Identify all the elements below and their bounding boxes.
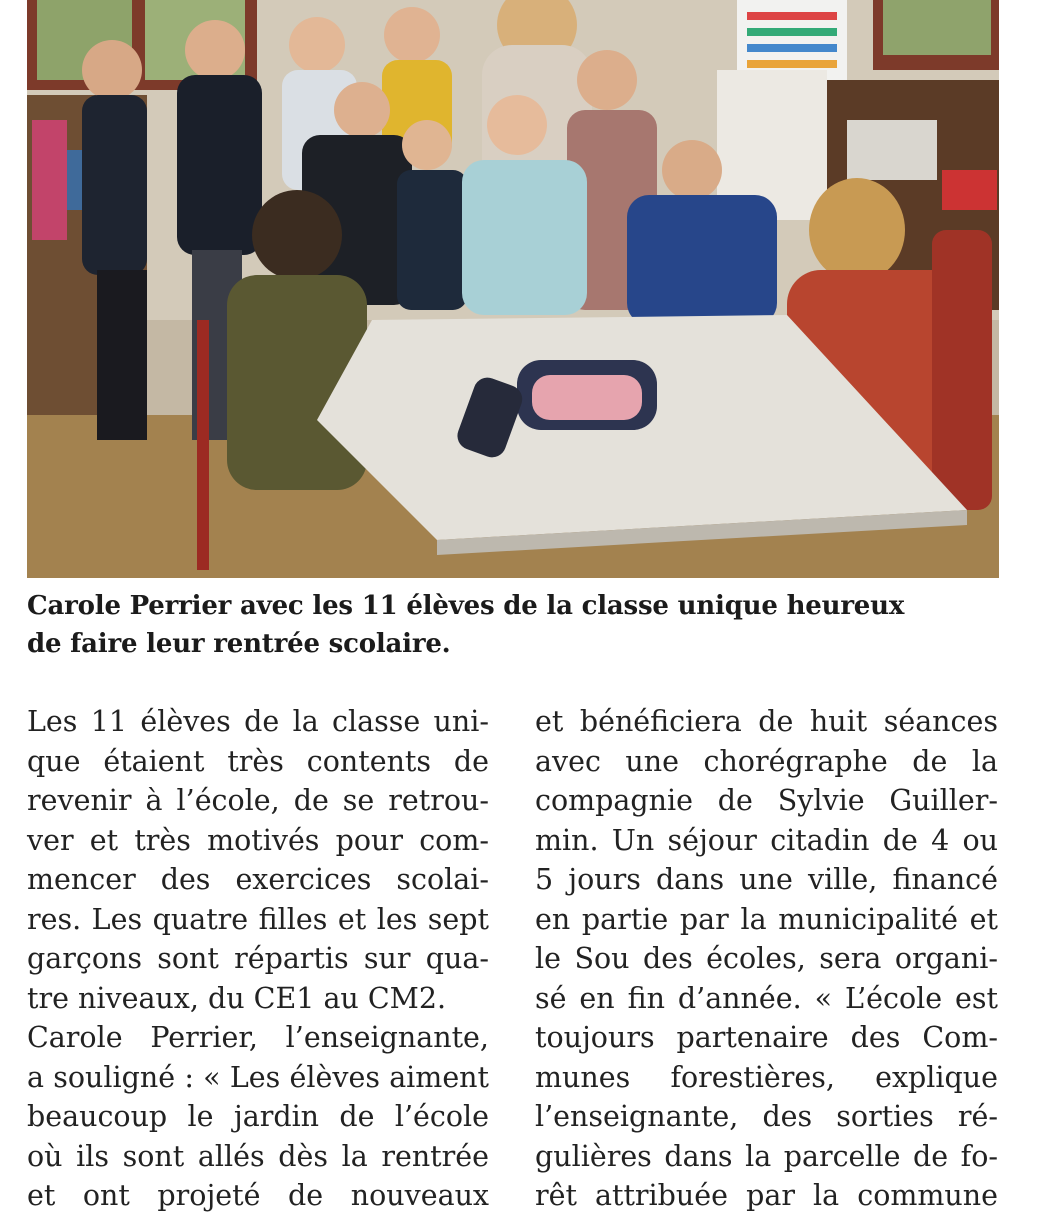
text-line: rêt attribuée par la commune [535,1179,998,1212]
text-line: que étaient très contents de [27,744,489,778]
caption-line: Carole Perrier avec les 11 élèves de la classe unique heureux [27,591,905,621]
text-line: munes forestières, explique [535,1060,998,1094]
text-line: sé en fin d’année. « L’école est [535,981,998,1015]
text-line: garçons sont répartis sur qua- [27,942,489,975]
text-line: et bénéficiera de huit séances [535,705,998,738]
text-line: 5 jours dans une ville, financé [535,863,998,896]
text-line: gulières dans la parcelle de fo- [535,1139,998,1173]
text-line: et ont projeté de nouveaux [27,1179,489,1212]
text-line: min. Un séjour citadin de 4 ou [535,823,998,857]
text-line: Carole Perrier, l’enseignante, [27,1021,489,1054]
caption-line: de faire leur rentrée scolaire. [27,629,451,659]
text-line: res. Les quatre filles et les sept [27,902,489,936]
text-line: le Sou des écoles, sera organi- [535,942,998,975]
article-column-left [27,702,497,1216]
text-line: l’enseignante, des sorties ré- [535,1100,998,1133]
text-line: Les 11 élèves de la classe uni- [27,705,489,738]
text-line: a souligné : « Les élèves aiment [27,1060,489,1094]
text-line: revenir à l’école, de se retrou- [27,784,489,817]
text-line: ver et très motivés pour com- [27,823,489,857]
photo-caption [27,587,1017,663]
classroom-photo [27,0,999,578]
article-column-right [535,702,1005,1216]
text-line: où ils sont allés dès la rentrée [27,1139,489,1173]
text-line: tre niveaux, du CE1 au CM2. [27,981,447,1015]
text-line: mencer des exercices scolai- [27,863,489,896]
text-line: en partie par la municipalité et [535,902,998,936]
text-line: compagnie de Sylvie Guiller- [535,784,998,817]
text-line: beaucoup le jardin de l’école [27,1100,489,1133]
text-line: toujours partenaire des Com- [535,1021,998,1054]
text-line: avec une chorégraphe de la [535,744,998,778]
